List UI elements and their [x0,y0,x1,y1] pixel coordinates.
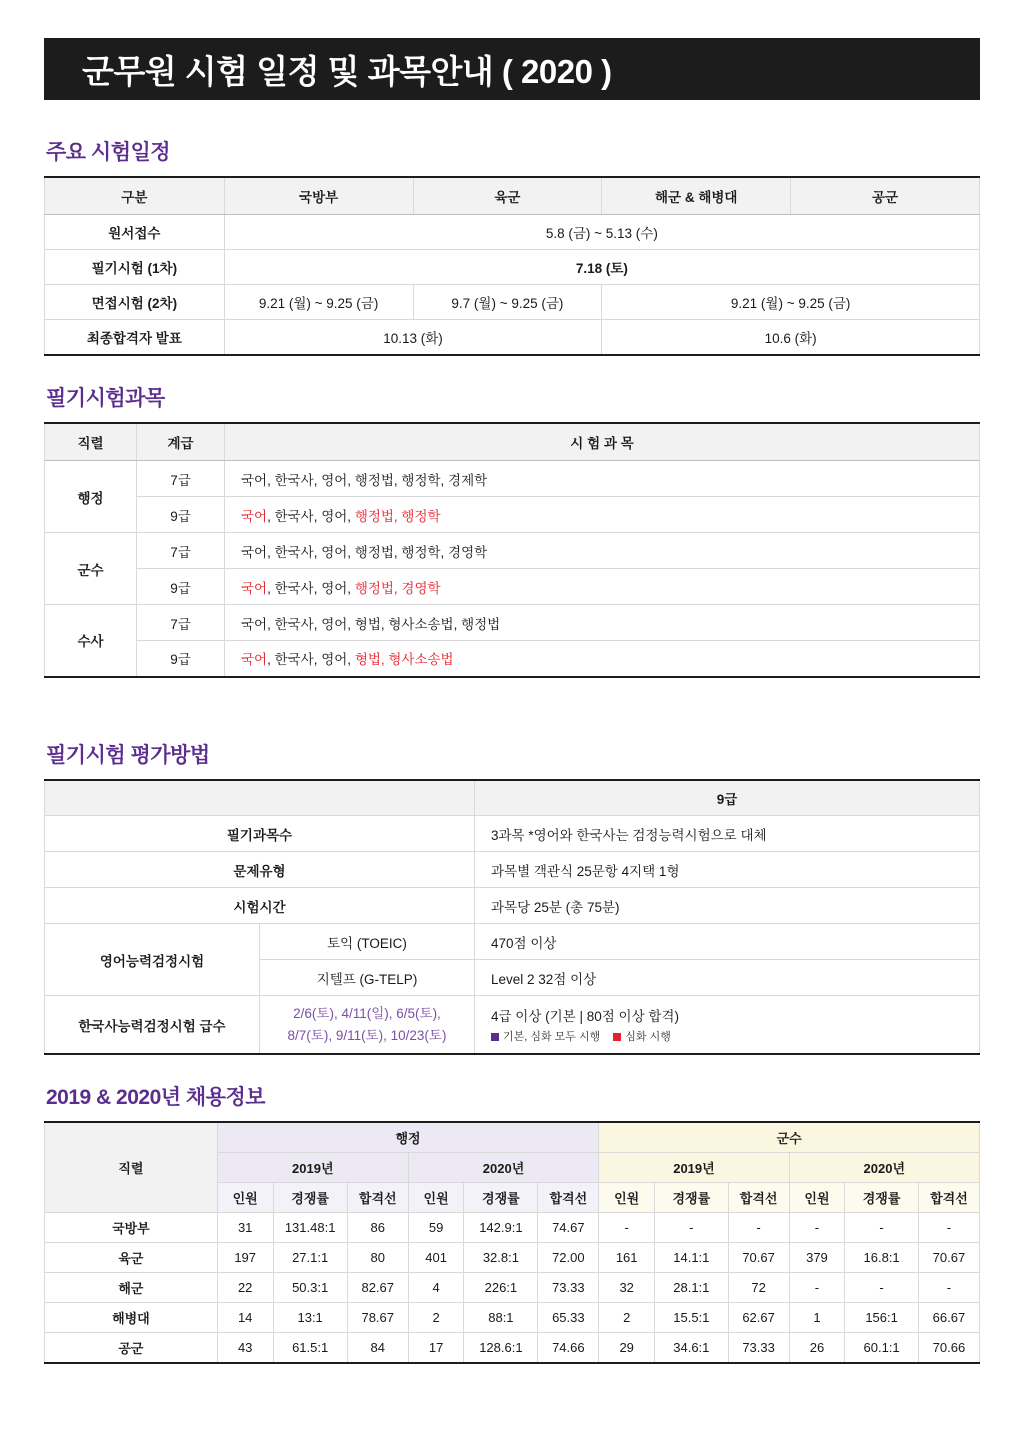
legend-swatch-purple [491,1033,499,1041]
cell-value: 128.6:1 [464,1333,538,1364]
subject-text: 국어, 한국사, 영어, 행정법, 행정학, 경제학 [241,472,488,488]
cell-subjects-admin-9 [225,497,980,533]
cell-value: - [655,1213,729,1243]
cell-value: 13:1 [273,1303,347,1333]
cell-value: - [599,1213,655,1243]
cell-subjects-admin-7 [225,461,980,497]
table-row [45,996,980,1055]
sub-header-admin-2020-cutoff: 합격선 [538,1183,599,1213]
table-row [45,888,980,924]
cell-value: 161 [599,1243,655,1273]
cell-exam-time: 과목당 25분 (총 75분) [475,888,980,924]
history-dates-line1: 2/6(토), 4/11(일), 6/5(토), [293,1006,441,1021]
cell-value: 142.9:1 [464,1213,538,1243]
subject-text-red: 행정법, 행정학 [354,508,441,524]
cell-job-investigation: 수사 [45,605,137,677]
col-header-blank [45,780,475,816]
cell-question-type: 과목별 객관식 25문항 4지택 1형 [475,852,980,888]
table-header-row [45,423,980,461]
subject-text: 국어, 한국사, 영어, 행정법, 행정학, 경영학 [241,544,488,560]
cell-subjects-supply-7 [225,533,980,569]
col-header-airforce: 공군 [791,177,980,215]
sub-header-supply-2020-cutoff: 합격선 [918,1183,979,1213]
cell-value: 88:1 [464,1303,538,1333]
cell-value: - [918,1213,979,1243]
cell-value: - [789,1213,845,1243]
table-row [45,852,980,888]
table-row [45,569,980,605]
sub-header-supply-2019-ratio: 경쟁률 [655,1183,729,1213]
cell-value: 197 [217,1243,273,1273]
table-header-row [45,1122,980,1153]
table-row [45,320,980,356]
cell-grade-9-admin: 9급 [137,497,225,533]
col-header-grade: 계급 [137,423,225,461]
table-header-row [45,780,980,816]
sub-header-supply-2020-ratio: 경쟁률 [845,1183,919,1213]
subject-text-red: 행정법, 경영학 [354,580,441,596]
history-requirement-text: 4급 이상 (기본 | 80점 이상 합격) [491,1009,679,1025]
schedule-table [44,176,980,356]
cell-value: 72 [728,1273,789,1303]
cell-value: 73.33 [728,1333,789,1364]
subject-text: , 한국사, 영어, [267,652,355,668]
cell-value: 156:1 [845,1303,919,1333]
cell-value: 131.48:1 [273,1213,347,1243]
cell-grade-9-investigation: 9급 [137,641,225,677]
subject-text: 국어, 한국사, 영어, 형법, 형사소송법, 행정법 [241,616,501,632]
cell-gtelp-score: Level 2 32점 이상 [475,960,980,996]
cell-value: - [728,1213,789,1243]
page-title: 군무원 시험 일정 및 과목안내 ( 2020 ) [82,52,612,90]
cell-grade-7-supply: 7급 [137,533,225,569]
col-header-job: 직렬 [45,423,137,461]
recruit-table [44,1121,980,1364]
sub-header-supply-2019-count: 인원 [599,1183,655,1213]
section-evaluation [44,739,980,1056]
cell-value: 82.67 [347,1273,408,1303]
cell-value: 401 [408,1243,464,1273]
row-label-question-type: 문제유형 [45,852,475,888]
section-recruit [44,1081,980,1364]
cell-subjects-supply-9 [225,569,980,605]
cell-value: 379 [789,1243,845,1273]
col-header-navy-marine: 해군 & 해병대 [602,177,791,215]
cell-value: 61.5:1 [273,1333,347,1364]
cell-interview-mnd: 9.21 (월) ~ 9.25 (금) [224,285,413,320]
row-label-airforce: 공군 [45,1333,218,1364]
legend-item-advanced [613,1031,671,1043]
sub-header-admin-2020-ratio: 경쟁률 [464,1183,538,1213]
cell-interview-army: 9.7 (월) ~ 9.25 (금) [413,285,602,320]
table-row [45,461,980,497]
cell-value: 226:1 [464,1273,538,1303]
cell-korean-history-requirement [475,996,980,1055]
cell-value: 14 [217,1303,273,1333]
sub-header-supply-2019-cutoff: 합격선 [728,1183,789,1213]
cell-value: 31 [217,1213,273,1243]
cell-value: 60.1:1 [845,1333,919,1364]
table-row [45,1333,980,1364]
row-label-korean-history: 한국사능력검정시험 급수 [45,996,260,1055]
table-row [45,1213,980,1243]
subject-text: , 한국사, 영어, [267,580,355,596]
cell-grade-7-investigation: 7급 [137,605,225,641]
cell-written-exam-date: 7.18 (토) [224,250,979,285]
table-row [45,924,980,960]
cell-value: 50.3:1 [273,1273,347,1303]
cell-value: 2 [599,1303,655,1333]
table-row [45,605,980,641]
table-row [45,215,980,250]
history-dates-line2: 8/7(토), 9/11(토), 10/23(토) [287,1027,447,1043]
section-heading-schedule: 주요 시험일정 [46,141,171,164]
cell-value: 1 [789,1303,845,1333]
row-label-marine: 해병대 [45,1303,218,1333]
subject-text: , 한국사, 영어, [267,508,355,524]
cell-subjects-investigation-7 [225,605,980,641]
col-header-exam-subjects: 시 험 과 목 [225,423,980,461]
year-header-supply-2020: 2020년 [789,1153,979,1183]
year-header-admin-2019: 2019년 [217,1153,408,1183]
cell-value: 32.8:1 [464,1243,538,1273]
cell-value: 28.1:1 [655,1273,729,1303]
cell-value: 62.67 [728,1303,789,1333]
cell-job-admin: 행정 [45,461,137,533]
cell-value: 14.1:1 [655,1243,729,1273]
cell-value: 74.66 [538,1333,599,1364]
cell-value: - [845,1213,919,1243]
cell-job-supply: 군수 [45,533,137,605]
cell-grade-9-supply: 9급 [137,569,225,605]
subject-text-red: 국어 [241,580,268,596]
sub-header-admin-2019-count: 인원 [217,1183,273,1213]
cell-value: 70.67 [918,1243,979,1273]
section-heading-recruit: 2019 & 2020년 채용정보 [46,1086,266,1110]
history-legend [491,1028,973,1044]
sub-header-admin-2020-count: 인원 [408,1183,464,1213]
cell-toeic-score: 470점 이상 [475,924,980,960]
cell-value: 73.33 [538,1273,599,1303]
cell-value: 65.33 [538,1303,599,1333]
cell-value: 70.67 [728,1243,789,1273]
year-header-supply-2019: 2019년 [599,1153,789,1183]
cell-value: 32 [599,1273,655,1303]
cell-value: 15.5:1 [655,1303,729,1333]
row-label-exam-time: 시험시간 [45,888,475,924]
group-header-supply: 군수 [599,1122,980,1153]
table-row [45,497,980,533]
cell-value: 29 [599,1333,655,1364]
row-label-application: 원서접수 [45,215,225,250]
cell-value: 80 [347,1243,408,1273]
section-subjects [44,382,980,713]
cell-value: 59 [408,1213,464,1243]
cell-value: 22 [217,1273,273,1303]
cell-value: 34.6:1 [655,1333,729,1364]
subject-text-red: 국어 [241,652,268,668]
row-label-written-exam: 필기시험 (1차) [45,250,225,285]
cell-value: 17 [408,1333,464,1364]
cell-value: - [789,1273,845,1303]
cell-korean-history-dates [260,996,475,1055]
table-header-row [45,177,980,215]
cell-toeic-label: 토익 (TOEIC) [260,924,475,960]
section-schedule [44,136,980,356]
sub-header-admin-2019-cutoff: 합격선 [347,1183,408,1213]
sub-header-admin-2019-ratio: 경쟁률 [273,1183,347,1213]
table-row [45,1243,980,1273]
cell-grade-7-admin: 7급 [137,461,225,497]
cell-application-period: 5.8 (금) ~ 5.13 (수) [224,215,979,250]
cell-value: 27.1:1 [273,1243,347,1273]
subject-text-red: 국어 [241,508,268,524]
group-header-admin: 행정 [217,1122,599,1153]
cell-value: 43 [217,1333,273,1364]
cell-value: 86 [347,1213,408,1243]
cell-subjects-investigation-9 [225,641,980,677]
col-header-mnd: 국방부 [224,177,413,215]
subjects-table [44,422,980,713]
table-row [45,285,980,320]
legend-label-advanced: 심화 시행 [625,1031,671,1044]
cell-value: 16.8:1 [845,1243,919,1273]
row-label-english-test: 영어능력검정시험 [45,924,260,996]
cell-interview-navy-air: 9.21 (월) ~ 9.25 (금) [602,285,980,320]
legend-item-basic [491,1031,600,1043]
document-title-bar [44,38,980,100]
table-row [45,250,980,285]
col-header-army: 육군 [413,177,602,215]
table-row [45,1303,980,1333]
cell-value: 2 [408,1303,464,1333]
legend-label-basic: 기본, 심화 모두 시행 [503,1031,601,1044]
cell-final-result-b: 10.6 (화) [602,320,980,356]
evaluation-table [44,779,980,1056]
table-row [45,1273,980,1303]
cell-gtelp-label: 지텔프 (G-TELP) [260,960,475,996]
year-header-admin-2020: 2020년 [408,1153,599,1183]
table-row [45,533,980,569]
row-label-mnd: 국방부 [45,1213,218,1243]
cell-final-result-a: 10.13 (화) [224,320,602,356]
legend-swatch-red [613,1033,621,1041]
col-header-jikryeol: 직렬 [45,1122,218,1213]
sub-header-supply-2020-count: 인원 [789,1183,845,1213]
table-row [45,816,980,852]
row-label-subject-count: 필기과목수 [45,816,475,852]
cell-value: - [845,1273,919,1303]
cell-value: 66.67 [918,1303,979,1333]
cell-value: 74.67 [538,1213,599,1243]
cell-value: 72.00 [538,1243,599,1273]
table-row [45,641,980,677]
col-header-grade9: 9급 [475,780,980,816]
section-heading-evaluation: 필기시험 평가방법 [46,743,210,767]
row-label-navy: 해군 [45,1273,218,1303]
cell-subject-count: 3과목 *영어와 한국사는 검정능력시험으로 대체 [475,816,980,852]
cell-value: - [918,1273,979,1303]
col-header-gubun: 구분 [45,177,225,215]
cell-value: 84 [347,1333,408,1364]
row-label-army: 육군 [45,1243,218,1273]
cell-value: 4 [408,1273,464,1303]
row-label-interview: 면접시험 (2차) [45,285,225,320]
section-heading-subjects: 필기시험과목 [46,387,165,410]
subject-text-red: 형법, 형사소송법 [354,652,454,668]
row-label-final-result: 최종합격자 발표 [45,320,225,356]
cell-value: 78.67 [347,1303,408,1333]
cell-value: 70.66 [918,1333,979,1364]
cell-value: 26 [789,1333,845,1364]
